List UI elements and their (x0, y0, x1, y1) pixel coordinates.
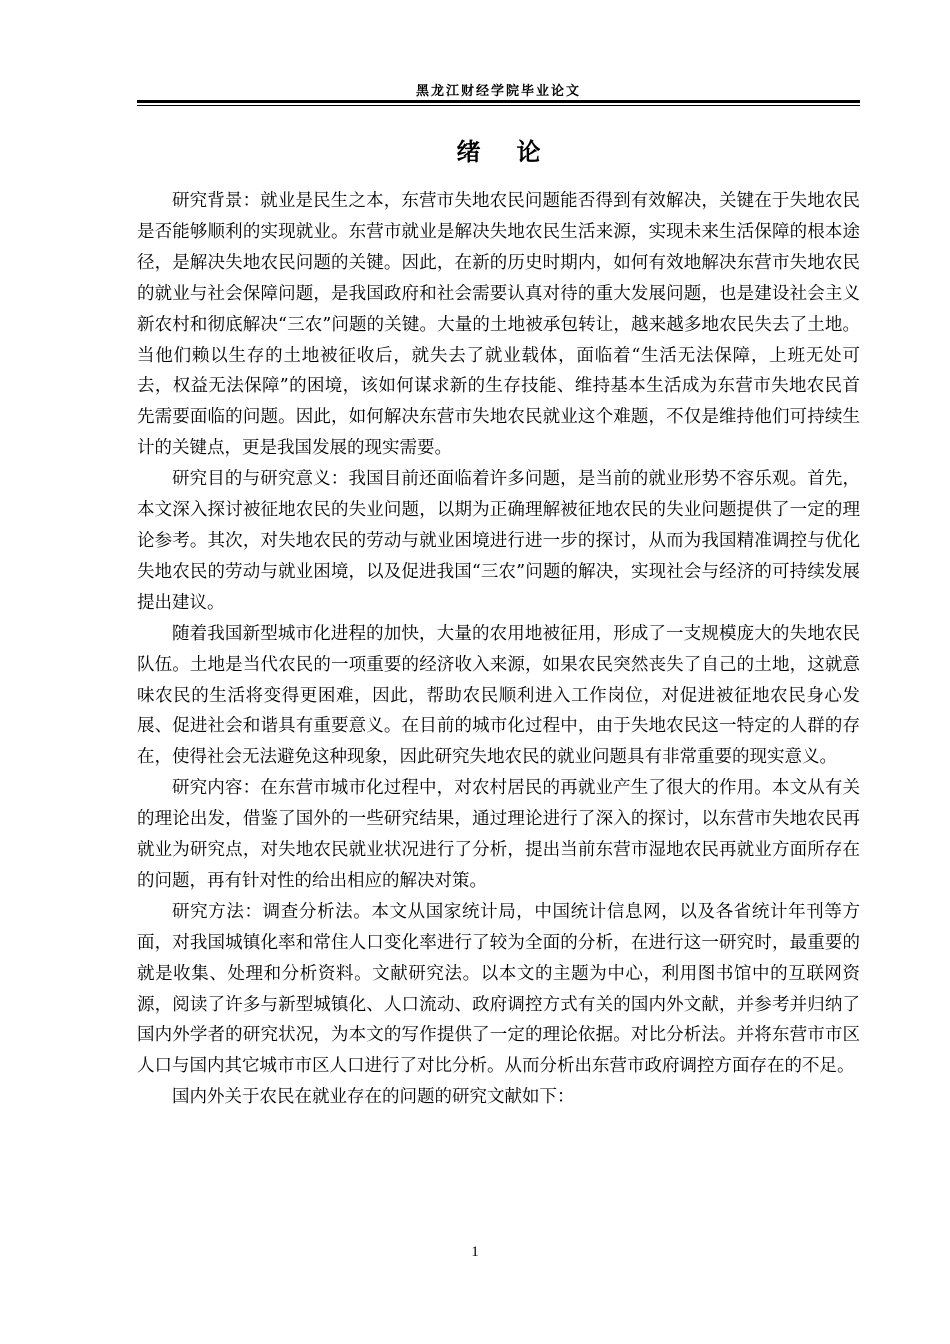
section-title: 绪论 (456, 138, 577, 166)
paragraph-content: 研究内容：在东营市城市化过程中，对农村居民的再就业产生了很大的作用。本文从有关的理论出发，借鉴了国外的一些研究结果，通过理论进行了深入的探讨，以东营市失地农民再就业为研究点，对失地农民就业状况进行了分析，提出当前东营市湿地农民再就业方面所存在的问题，再有针对性的给出相应的解决对策。 (137, 778, 860, 891)
paragraph-urbanization: 随着我国新型城市化进程的加快，大量的农用地被征用，形成了一支规模庞大的失地农民队伍。土地是当代农民的一项重要的经济收入来源，如果农民突然丧失了自己的土地，这就意味农民的生活将变得更困难，因此，帮助农民顺利进入工作岗位，对促进被征地农民身心发展、促进社会和谐具有重要意义。在目前的城市化过程中，由于失地农民这一特定的人群的存在，使得社会无法避免这种现象，因此研究失地农民的就业问题具有非常重要的现实意义。 (137, 623, 860, 768)
page-number: 1 (471, 1244, 479, 1260)
paragraph-background: 研究背景：就业是民生之本，东营市失地农民问题能否得到有效解决，关键在于失地农民是否能够顺利的实现就业。东营市就业是解决失地农民生活来源，实现未来生活保障的根本途径，是解决失地农民问题的关键。因此，在新的历史时期内，如何有效地解决东营市失地农民的就业与社会保障问题，是我国政府和社会需要认真对待的重大发展问题，也是建设社会主义新农村和彻底解决“三农”问题的关键。大量的土地被承包转让，越来越多地农民失去了土地。当他们赖以生存的土地被征收后，就失去了就业载体，面临着“生活无法保障，上班无处可去，权益无法保障”的困境，该如何谋求新的生存技能、维持基本生活成为东营市失地农民首先需要面临的问题。因此，如何解决东营市失地农民就业这个难题，不仅是维持他们可持续生计的关键点，更是我国发展的现实需要。 (137, 191, 860, 459)
paragraph-purpose: 研究目的与研究意义：我国目前还面临着许多问题，是当前的就业形势不容乐观。首先，本文深入探讨被征地农民的失业问题，以期为正确理解被征地农民的失业问题提供了一定的理论参考。其次，对失地农民的劳动与就业困境进行进一步的探讨，从而为我国精准调控与优化失地农民的劳动与就业困境，以及促进我国“三农”问题的解决，实现社会与经济的可持续发展提出建议。 (137, 469, 860, 613)
body-text (137, 186, 860, 1113)
header-rule-thick (137, 100, 860, 103)
paragraph-literature-intro: 国内外关于农民在就业存在的问题的研究文献如下： (172, 1087, 575, 1108)
running-header: 黑龙江财经学院毕业论文 (415, 84, 581, 99)
paragraph-methods: 研究方法：调查分析法。本文从国家统计局，中国统计信息网，以及各省统计年刊等方面，对我国城镇化率和常住人口变化率进行了较为全面的分析，在进行这一研究时，最重要的就是收集、处理和分析资料。文献研究法。以本文的主题为中心，利用图书馆中的互联网资源，阅读了许多与新型城镇化、人口流动、政府调控方式有关的国内外文献，并参考并归纳了国内外学者的研究状况，为本文的写作提供了一定的理论依据。对比分析法。并将东营市市区人口与国内其它城市市区人口进行了对比分析。从而分析出东营市政府调控方面存在的不足。 (137, 901, 860, 1077)
header-rule-thin (137, 105, 860, 106)
